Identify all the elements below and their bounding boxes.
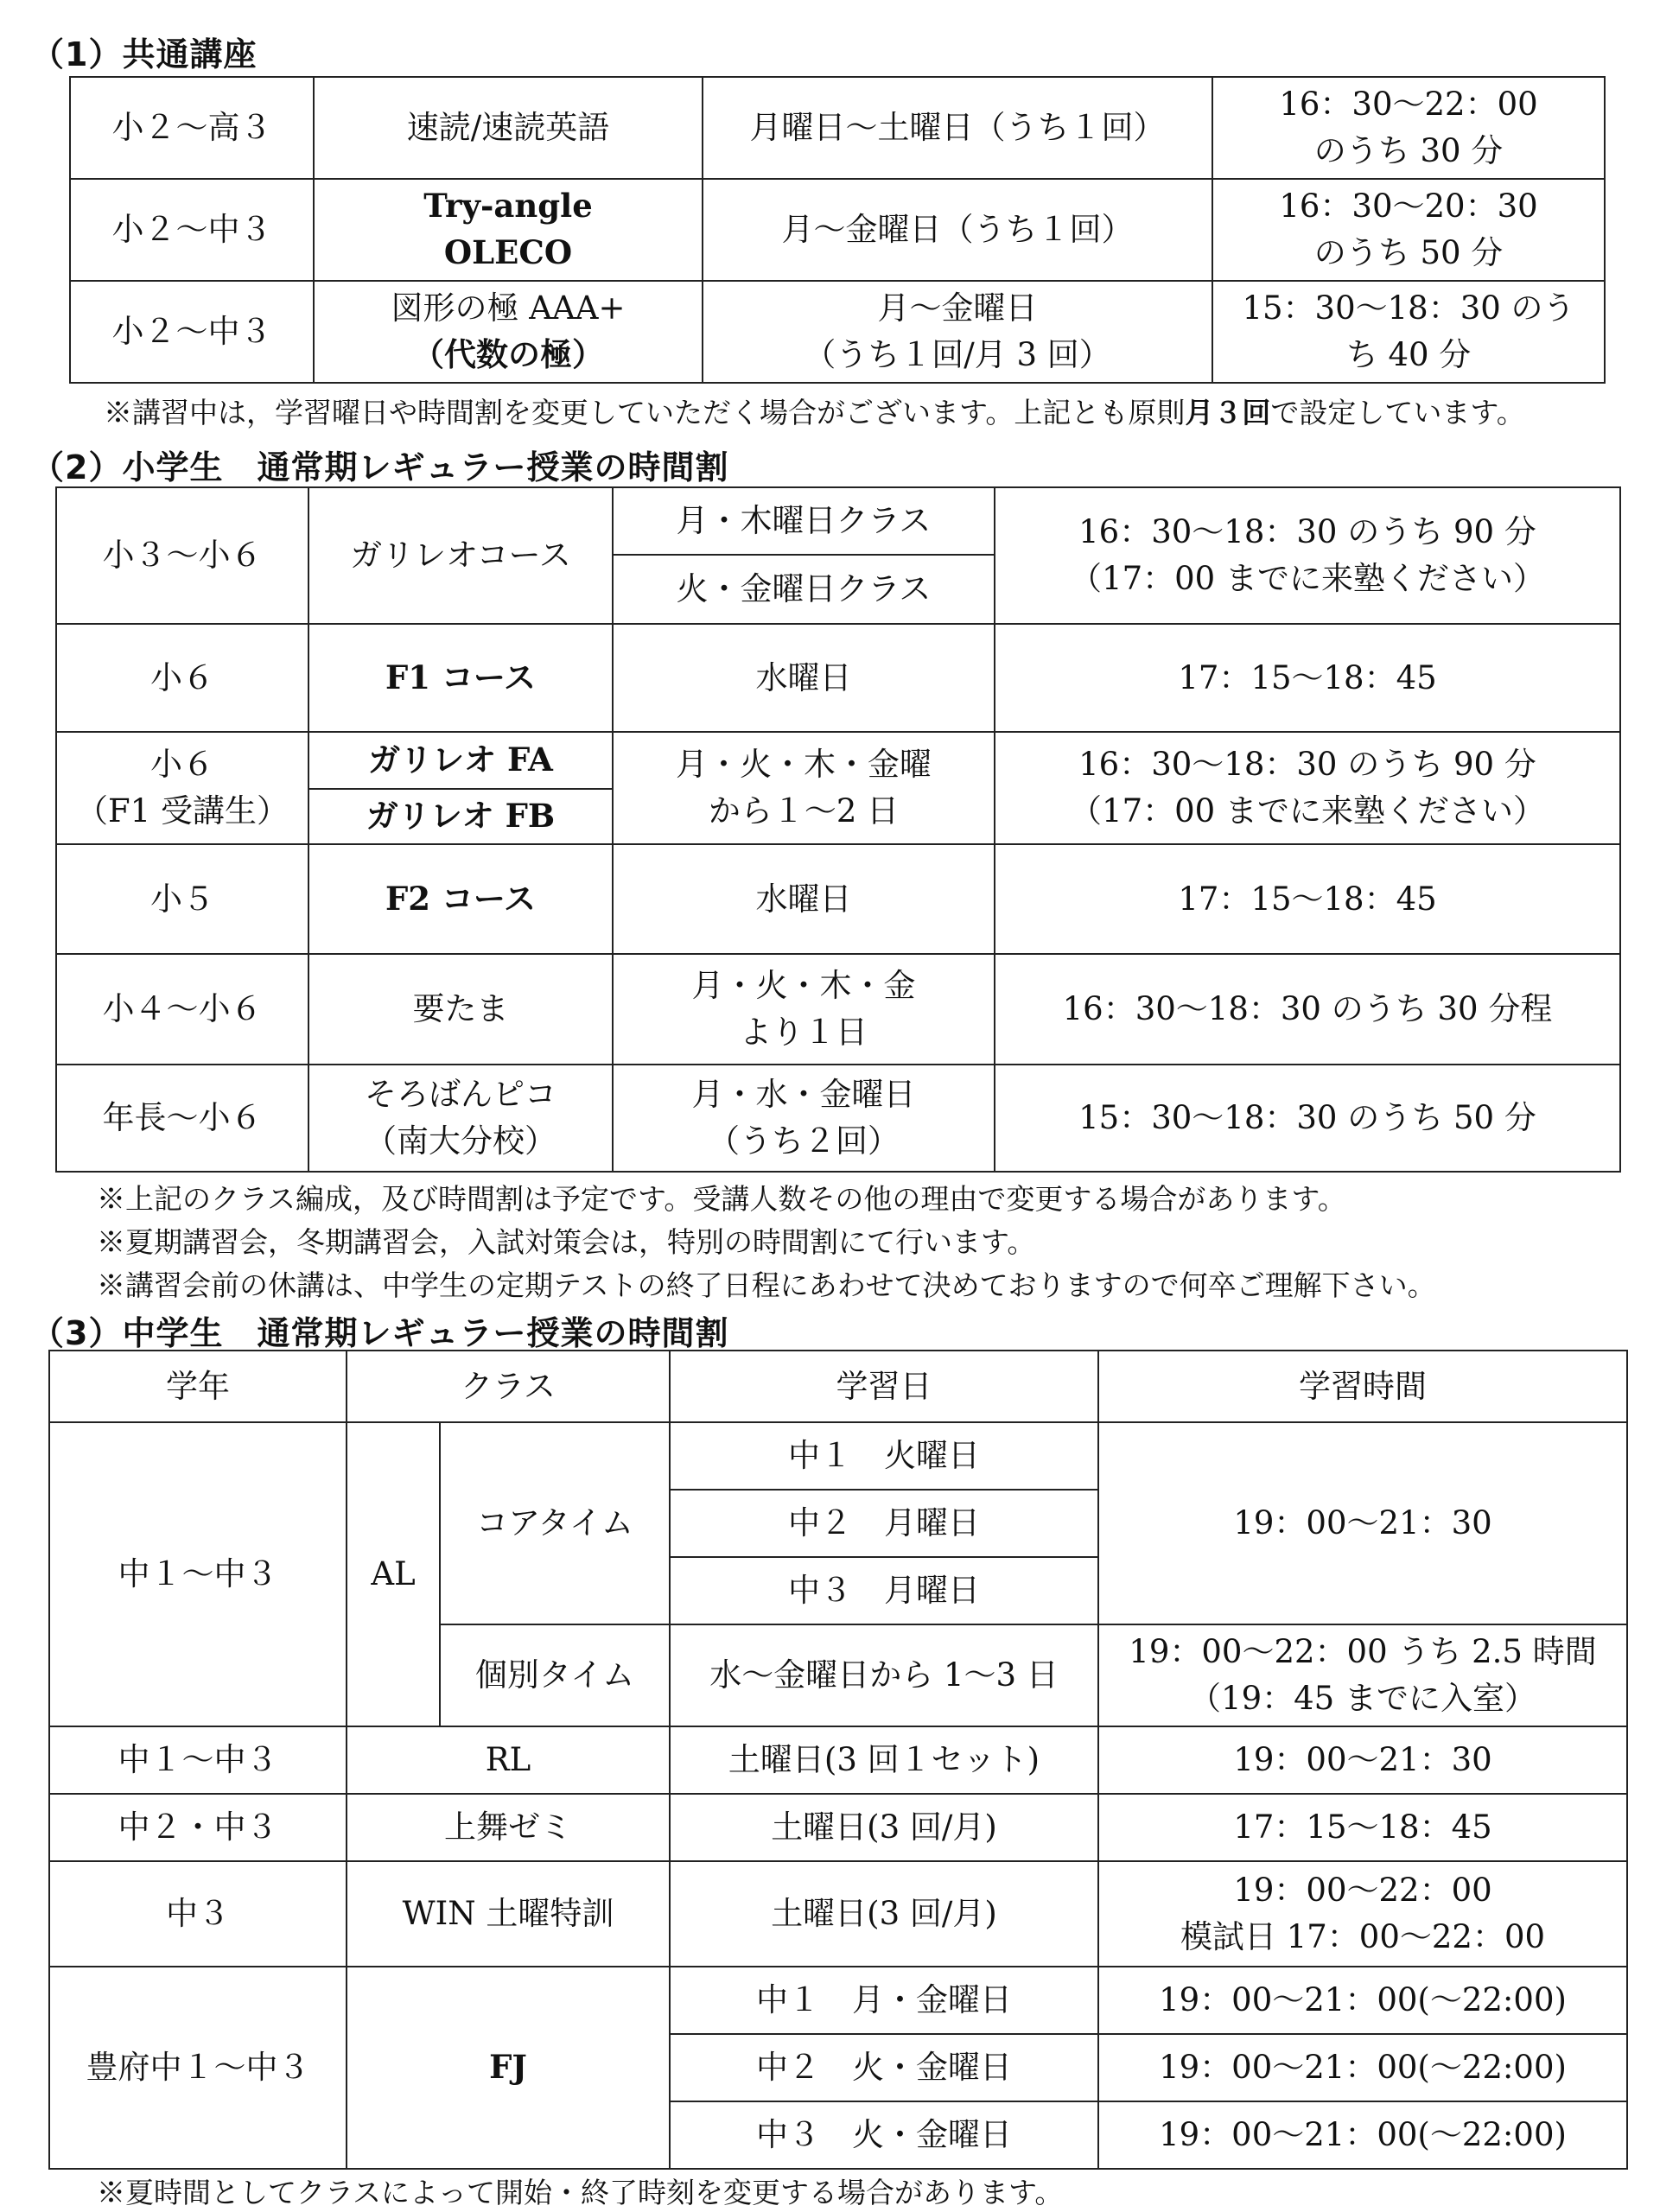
days-cell: 中３ 月曜日 xyxy=(670,1557,1098,1624)
table-row xyxy=(49,1861,1627,1967)
days-cell: 中１ 火曜日 xyxy=(670,1422,1098,1490)
time-line: 16：30～18：30 のうち 90 分 xyxy=(1078,513,1536,551)
time-line: のうち 50 分 xyxy=(1313,234,1504,271)
time-line: 15：30～18：30 のう xyxy=(1242,289,1575,327)
section2-note: ※夏期講習会，冬期講習会，入試対策会は，特別の時間割にて行います。 xyxy=(97,1225,1036,1259)
table-row xyxy=(49,1794,1627,1861)
time-cell xyxy=(1212,281,1605,383)
time-cell: 17：15～18：45 xyxy=(995,624,1620,732)
table-row xyxy=(56,844,1620,954)
table-row xyxy=(70,179,1605,281)
grade-cell: 中３ xyxy=(49,1861,347,1967)
common-course-table xyxy=(69,76,1606,384)
time-line: のうち 30 分 xyxy=(1313,132,1504,169)
course-cell: F2 コース xyxy=(308,844,613,954)
course-cell: ガリレオ FA xyxy=(308,732,613,789)
table-row xyxy=(56,624,1620,732)
grade-cell xyxy=(56,732,308,844)
days-cell: 水～金曜日から 1～3 日 xyxy=(670,1624,1098,1726)
days-line: より１日 xyxy=(740,1014,868,1051)
course-line: Try-angle xyxy=(423,187,593,226)
days-line: 月・火・木・金曜 xyxy=(676,746,932,784)
section2-title: （2）小学生 通常期レギュラー授業の時間割 xyxy=(31,448,729,486)
grade-cell: 小３～小６ xyxy=(56,487,308,624)
header-time: 学習時間 xyxy=(1098,1351,1627,1422)
grade-cell: 年長～小６ xyxy=(56,1065,308,1172)
time-cell xyxy=(1212,77,1605,179)
days-cell: 中２ 月曜日 xyxy=(670,1490,1098,1557)
days-cell xyxy=(613,954,995,1065)
class-cell: RL xyxy=(347,1726,670,1794)
section3-note: ※夏時間としてクラスによって開始・終了時刻を変更する場合があります。 xyxy=(97,2176,1064,2209)
time-cell xyxy=(1098,1624,1627,1726)
table-row xyxy=(56,1065,1620,1172)
days-cell: 土曜日(3 回/月) xyxy=(670,1794,1098,1861)
table-row xyxy=(56,954,1620,1065)
time-cell xyxy=(1212,179,1605,281)
days-cell: 月曜日～土曜日（うち１回） xyxy=(703,77,1212,179)
time-cell: 19：00～21：00(～22:00) xyxy=(1098,1967,1627,2034)
days-cell: 月・木曜日クラス xyxy=(613,487,995,555)
class-cell: WIN 土曜特訓 xyxy=(347,1861,670,1967)
table-row xyxy=(56,487,1620,555)
time-line: （17：00 までに来塾ください） xyxy=(1070,560,1545,597)
grade-line: （F1 受講生） xyxy=(76,792,289,830)
course-cell xyxy=(314,179,703,281)
grade-cell: 小４～小６ xyxy=(56,954,308,1065)
grade-cell: 小２～中３ xyxy=(70,179,314,281)
grade-cell: 小５ xyxy=(56,844,308,954)
time-line: 19：00～22：00 xyxy=(1233,1872,1492,1910)
grade-cell: 中２・中３ xyxy=(49,1794,347,1861)
time-cell: 17：15～18：45 xyxy=(1098,1794,1627,1861)
days-cell: 土曜日(3 回１セット) xyxy=(670,1726,1098,1794)
subclass-cell: コアタイム xyxy=(440,1422,670,1624)
elementary-table xyxy=(55,486,1621,1173)
header-class: クラス xyxy=(347,1351,670,1422)
days-line: （うち１回/月 3 回） xyxy=(804,336,1111,373)
time-line: 16：30～22：00 xyxy=(1279,86,1538,124)
days-cell: 水曜日 xyxy=(613,844,995,954)
time-line: 16：30～18：30 のうち 90 分 xyxy=(1078,746,1536,784)
section2-note: ※講習会前の休講は、中学生の定期テストの終了日程にあわせて決めておりますので何卒ご理解下さい。 xyxy=(97,1268,1436,1302)
days-cell: 中３ 火・金曜日 xyxy=(670,2101,1098,2169)
class-cell: 上舞ゼミ xyxy=(347,1794,670,1861)
course-line: （代数の極） xyxy=(412,335,604,373)
note-bold: 月３回 xyxy=(1185,396,1271,429)
course-cell: 速読/速読英語 xyxy=(314,77,703,179)
grade-cell: 豊府中１～中３ xyxy=(49,1967,347,2169)
days-line: 月～金曜日 xyxy=(877,289,1038,327)
days-line: から１～2 日 xyxy=(708,792,900,830)
table-row xyxy=(70,281,1605,383)
table-row xyxy=(70,77,1605,179)
note-text: ※講習中は，学習曜日や時間割を変更していただく場合がございます。上記とも原則 xyxy=(104,396,1186,429)
class-cell: AL xyxy=(347,1422,440,1726)
section1-title: （1）共通講座 xyxy=(31,35,258,73)
section3-title: （3）中学生 通常期レギュラー授業の時間割 xyxy=(31,1314,729,1352)
grade-cell: 中１～中３ xyxy=(49,1726,347,1794)
time-cell: 16：30～18：30 のうち 30 分程 xyxy=(995,954,1620,1065)
note-text: で設定しています。 xyxy=(1270,396,1525,429)
time-cell: 17：15～18：45 xyxy=(995,844,1620,954)
table-row xyxy=(49,1422,1627,1490)
time-line: 16：30～20：30 xyxy=(1279,188,1538,226)
days-line: 月・水・金曜日 xyxy=(691,1076,916,1114)
days-cell xyxy=(613,732,995,844)
time-cell xyxy=(995,487,1620,624)
days-cell xyxy=(613,1065,995,1172)
course-line: OLECO xyxy=(443,233,573,271)
days-cell xyxy=(703,281,1212,383)
subclass-cell: 個別タイム xyxy=(440,1624,670,1726)
days-cell: 火・金曜日クラス xyxy=(613,555,995,624)
section1-note xyxy=(104,391,1525,431)
time-cell xyxy=(1098,1861,1627,1967)
course-cell xyxy=(314,281,703,383)
course-line: （南大分校） xyxy=(365,1122,556,1160)
grade-cell: 小２～中３ xyxy=(70,281,314,383)
course-line: そろばんピコ xyxy=(365,1076,556,1114)
course-cell: ガリレオコース xyxy=(308,487,613,624)
course-cell: F1 コース xyxy=(308,624,613,732)
table-row xyxy=(49,1726,1627,1794)
days-cell: 土曜日(3 回/月) xyxy=(670,1861,1098,1967)
section2-note: ※上記のクラス編成，及び時間割は予定です。受講人数その他の理由で変更する場合があります。 xyxy=(97,1182,1346,1216)
time-line: （19：45 までに入室） xyxy=(1189,1680,1536,1717)
grade-cell: 中１～中３ xyxy=(49,1422,347,1726)
junior-high-table xyxy=(48,1350,1628,2170)
days-cell: 中２ 火・金曜日 xyxy=(670,2034,1098,2101)
time-line: （17：00 までに来塾ください） xyxy=(1070,792,1545,830)
header-day: 学習日 xyxy=(670,1351,1098,1422)
time-line: 19：00～22：00 うち 2.5 時間 xyxy=(1129,1633,1597,1671)
days-line: 月・火・木・金 xyxy=(691,967,916,1005)
grade-cell: 小２～高３ xyxy=(70,77,314,179)
grade-line: 小６ xyxy=(150,746,214,784)
time-line: 模試日 17：00～22：00 xyxy=(1180,1918,1546,1955)
course-cell: 要たま xyxy=(308,954,613,1065)
class-cell: FJ xyxy=(347,1967,670,2169)
course-cell xyxy=(308,1065,613,1172)
time-cell xyxy=(995,732,1620,844)
days-cell: 中１ 月・金曜日 xyxy=(670,1967,1098,2034)
days-line: （うち２回） xyxy=(708,1122,900,1160)
grade-cell: 小６ xyxy=(56,624,308,732)
time-cell: 19：00～21：30 xyxy=(1098,1726,1627,1794)
course-line: 図形の極 AAA+ xyxy=(391,289,626,327)
time-line: ち 40 分 xyxy=(1345,336,1472,373)
time-cell: 15：30～18：30 のうち 50 分 xyxy=(995,1065,1620,1172)
time-cell: 19：00～21：00(～22:00) xyxy=(1098,2101,1627,2169)
time-cell: 19：00～21：30 xyxy=(1098,1422,1627,1624)
days-cell: 月～金曜日（うち１回） xyxy=(703,179,1212,281)
days-cell: 水曜日 xyxy=(613,624,995,732)
table-row xyxy=(56,732,1620,789)
time-cell: 19：00～21：00(～22:00) xyxy=(1098,2034,1627,2101)
table-row xyxy=(49,1351,1627,1422)
table-row xyxy=(49,1967,1627,2034)
header-grade: 学年 xyxy=(49,1351,347,1422)
course-cell: ガリレオ FB xyxy=(308,789,613,844)
